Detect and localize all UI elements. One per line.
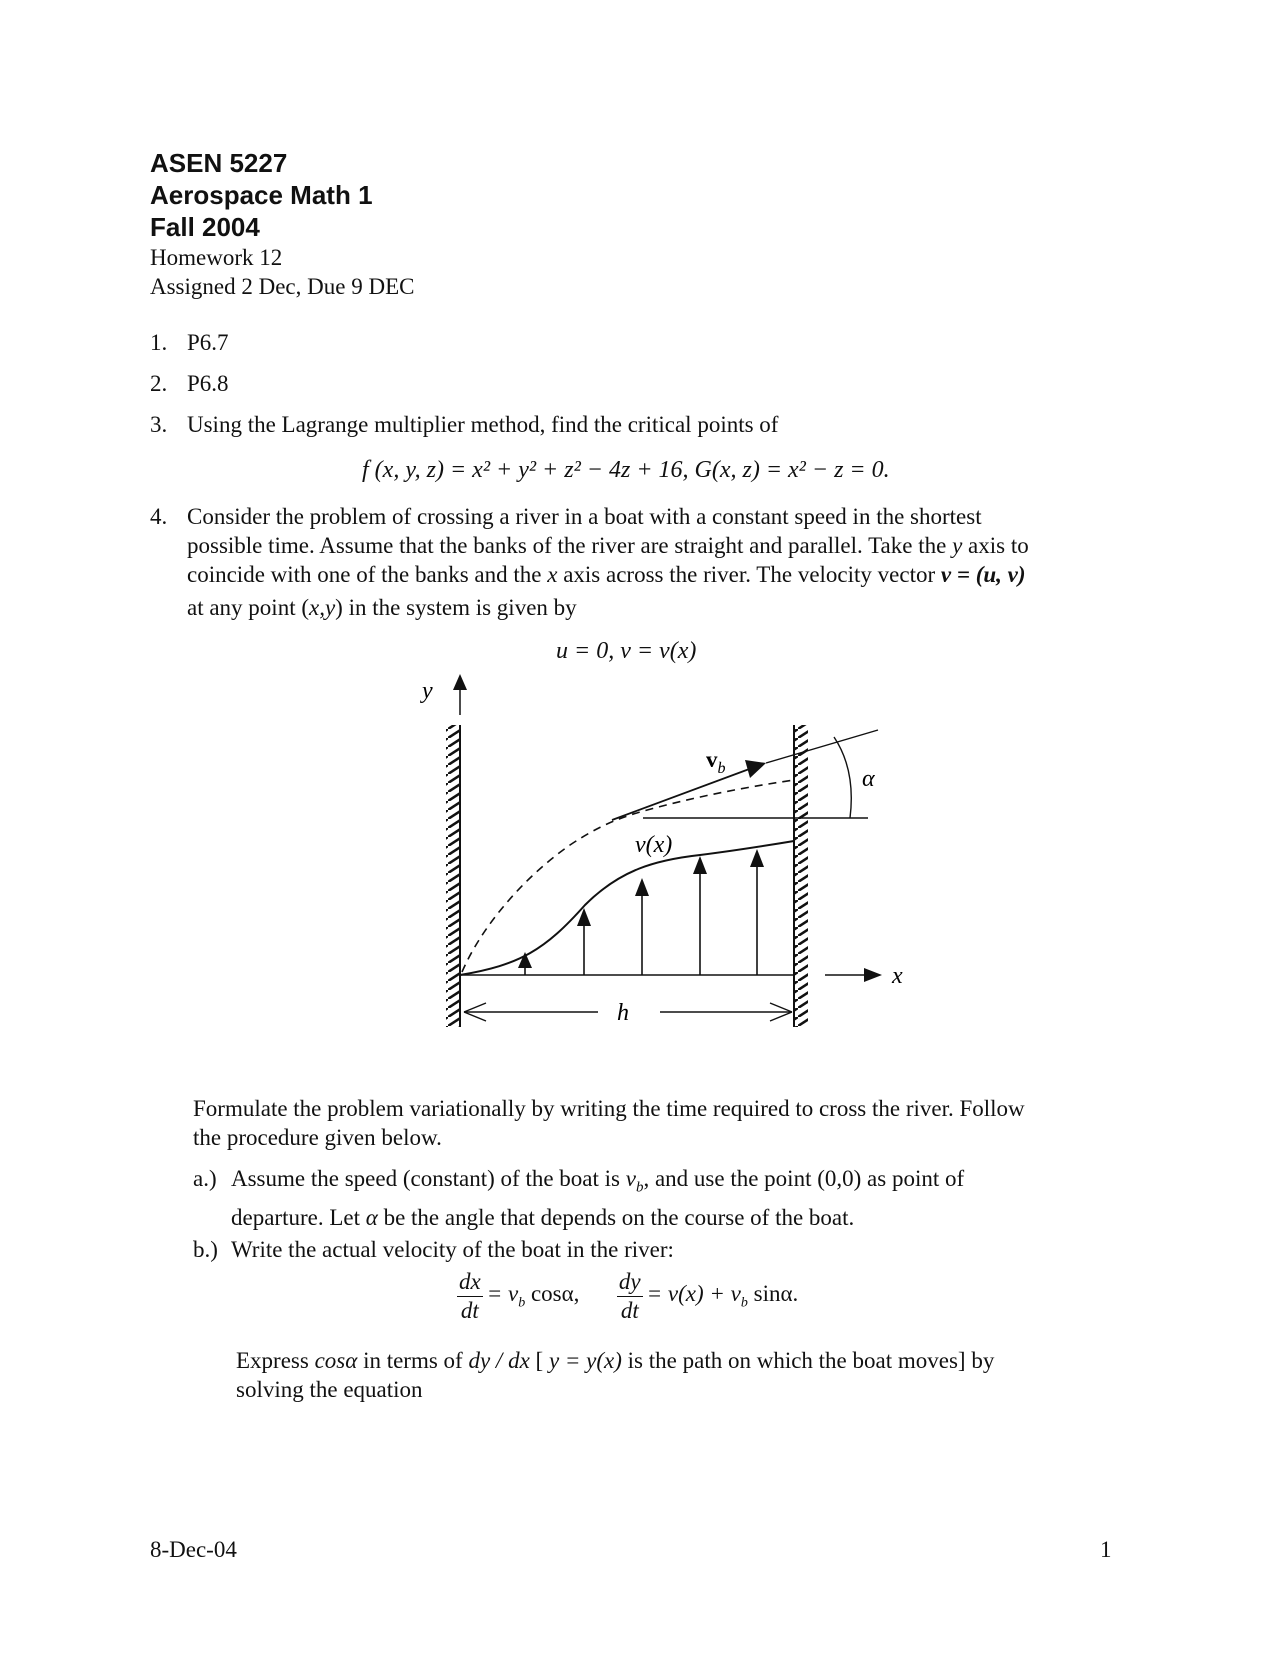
express-paragraph: Express cosα in terms of dy / dx [ y = y(x) is the path on which the boat moves] by solving the equation bbox=[236, 1346, 1196, 1404]
boat-path-dashed bbox=[462, 780, 794, 972]
y-axis-label: y bbox=[422, 678, 433, 704]
alpha-arc bbox=[834, 737, 851, 818]
problem-4-line-3b: axis across the river. The velocity vector bbox=[563, 562, 936, 587]
problem-text: P6.7 bbox=[187, 330, 229, 355]
velocity-profile-curve bbox=[460, 841, 794, 975]
step-a-line-1-pre: Assume the speed (constant) of the boat is bbox=[231, 1166, 620, 1191]
point-xy: x,y bbox=[309, 595, 336, 620]
right-bank-hatching bbox=[794, 725, 808, 1027]
left-bank-hatching bbox=[446, 725, 460, 1027]
formulation-line-2: the procedure given below. bbox=[193, 1125, 442, 1150]
alpha-label: α bbox=[862, 766, 875, 792]
homework-label: Homework 12 bbox=[150, 245, 283, 270]
course-term: Fall 2004 bbox=[150, 212, 260, 242]
course-number: ASEN 5227 bbox=[150, 148, 288, 178]
x-axis-arrowhead bbox=[864, 968, 882, 982]
page-number: 1 bbox=[1100, 1537, 1112, 1562]
problem-number: 1. bbox=[150, 330, 168, 355]
problem-number: 4. bbox=[150, 504, 168, 529]
problem-text: P6.8 bbox=[187, 371, 229, 396]
step-a-line-2-post: be the angle that depends on the course of the boat. bbox=[383, 1204, 855, 1230]
path-function: y = y(x) bbox=[548, 1348, 622, 1373]
alpha-inline: α bbox=[365, 1204, 378, 1230]
step-a-line-2-pre: departure. Let bbox=[231, 1204, 360, 1230]
step-a-label: a.) bbox=[193, 1166, 217, 1191]
problem-4-line-3a: coincide with one of the banks and the bbox=[187, 562, 542, 587]
vb-inline: $v_b$ bbox=[625, 1166, 644, 1196]
problem-text: Using the Lagrange multiplier method, find the critical points of bbox=[187, 412, 779, 437]
vb-vector-arrowhead bbox=[745, 760, 766, 778]
h-label: h bbox=[617, 1000, 629, 1026]
lagrange-equation: f (x, y, z) = x² + y² + z² − 4z + 16, G(x, z) = x² − z = 0. bbox=[362, 457, 890, 483]
problem-number: 2. bbox=[150, 371, 168, 396]
x-axis-label: x bbox=[892, 963, 903, 989]
step-b-text: Write the actual velocity of the boat in the river: bbox=[231, 1237, 674, 1262]
boat-velocity-equations: $\frac{dx}{dt}$ = $v_b$ cosα, $\frac{dy}{dt}$ = $v(x) + v_b$ sinα. bbox=[459, 1269, 799, 1323]
step-b-label: b.) bbox=[193, 1237, 218, 1262]
cos-alpha: cosα bbox=[314, 1348, 358, 1373]
problem-4-line-2: possible time. Assume that the banks of the river are straight and parallel. Take the bbox=[187, 533, 947, 558]
express-line-2: solving the equation bbox=[236, 1377, 423, 1402]
formulation-line-1: Formulate the problem variationally by writing the time required to cross the river. Follow bbox=[193, 1096, 1025, 1121]
step-b bbox=[193, 1235, 674, 1264]
course-title: Aerospace Math 1 bbox=[150, 180, 373, 210]
y-axis-arrowhead bbox=[453, 674, 467, 690]
formulation-paragraph bbox=[193, 1094, 1193, 1152]
vb-vector-line bbox=[612, 768, 752, 820]
problem-4-line-4a: at any point ( bbox=[187, 595, 309, 620]
problem-4-line-1: Consider the problem of crossing a river in a boat with a constant speed in the shortest bbox=[187, 504, 982, 529]
step-a-line-1-post: , and use the point (0,0) as point of bbox=[643, 1166, 965, 1191]
assignment-dates: Assigned 2 Dec, Due 9 DEC bbox=[150, 274, 415, 299]
x-variable: x bbox=[547, 562, 558, 587]
velocity-vector: v = (u, v) bbox=[940, 562, 1026, 587]
dy-dx: dy / dx bbox=[468, 1348, 530, 1373]
footer-date: 8-Dec-04 bbox=[150, 1537, 237, 1562]
y-variable: y bbox=[952, 533, 963, 558]
vb-extension-line bbox=[766, 730, 878, 763]
problem-4-line-2b: axis to bbox=[968, 533, 1029, 558]
vx-label: v(x) bbox=[635, 832, 673, 858]
vb-label: $v_b$ bbox=[706, 747, 726, 777]
step-a bbox=[193, 1164, 1193, 1232]
problem-4-line-4b: ) in the system is given by bbox=[335, 595, 577, 620]
problem-number: 3. bbox=[150, 412, 168, 437]
velocity-equation: u = 0, v = v(x) bbox=[556, 638, 697, 664]
